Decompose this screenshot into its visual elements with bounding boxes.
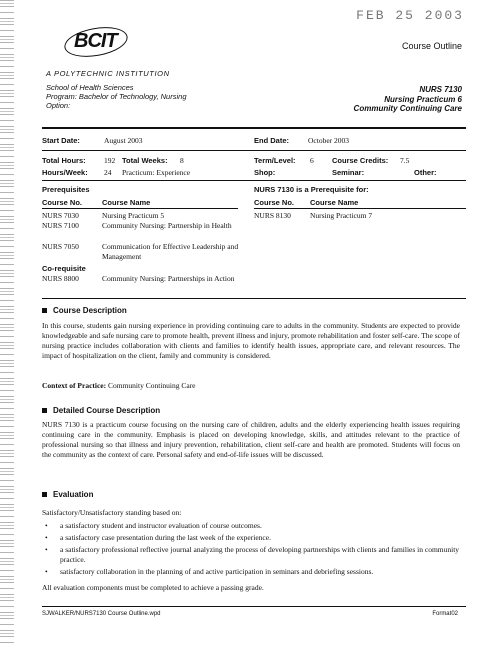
prereq-row-3-no: NURS 7050 (42, 242, 79, 251)
total-hours-value: 192 (104, 156, 116, 165)
start-date-label: Start Date: (42, 136, 80, 145)
footer-format: Format02 (432, 611, 458, 617)
course-code: NURS 7130 (419, 85, 462, 94)
hours-week-value: 24 (104, 168, 112, 177)
prereq-row-2-no: NURS 7100 (42, 221, 79, 230)
doc-type-label: Course Outline (401, 41, 462, 51)
section-square-icon (42, 408, 47, 413)
prereq-row-1-no: NURS 7030 (42, 211, 79, 220)
total-weeks-value: 8 (180, 156, 184, 165)
prereq-col-name: Course Name (102, 198, 151, 207)
evaluation-bullet-4-text: satisfactory collaboration in the planning of and active participation in seminars and debriefing sessions. (60, 567, 374, 576)
prereq-for-rule (254, 208, 466, 209)
tagline: A POLYTECHNIC INSTITUTION (46, 69, 170, 78)
prereq-for-row-name: Nursing Practicum 7 (310, 211, 373, 220)
detailed-description-text: NURS 7130 is a practicum course focusing on the nursing care of children, adults and the elderly experiencing health issues requiring continuing care in the community. Emphasis is placed on developing knowledge, skills, and attitudes relevant to the practice of professional nursing so that illness and injury prevention, rehabilitation, client self-care and health are promoted. Students will focus on the community as the context of care. Personal safety and end-of-life issues will be discussed. (42, 420, 460, 459)
course-title: Nursing Practicum 6 (384, 94, 462, 104)
course-description-heading (42, 306, 127, 315)
evaluation-heading-text: Evaluation (53, 490, 94, 499)
evaluation-closing: All evaluation components must be completed to achieve a passing grade. (42, 583, 264, 592)
course-description-heading-text: Course Description (53, 306, 127, 315)
prereq-for-row-no: NURS 8130 (254, 211, 291, 220)
credits-value: 7.5 (400, 156, 410, 165)
end-date-value: October 2003 (308, 136, 350, 145)
course-subtitle: Community Continuing Care (353, 104, 462, 113)
prereq-col-no: Course No. (42, 198, 83, 207)
evaluation-bullet-1 (45, 521, 460, 531)
scan-edge-noise (0, 0, 14, 647)
total-weeks-label: Total Weeks: (122, 156, 168, 165)
total-hours-label: Total Hours: (42, 156, 86, 165)
detailed-description-heading (42, 406, 160, 415)
context-label: Context of Practice: (42, 381, 107, 390)
logo-wordmark: BCIT (74, 30, 117, 52)
end-date-label: End Date: (254, 136, 290, 145)
detailed-description-heading-text: Detailed Course Description (53, 406, 161, 415)
divider-footer (42, 606, 466, 607)
divider-hours (42, 180, 466, 181)
hours-week-desc: Practicum: Experience (122, 168, 191, 177)
divider-dates (42, 150, 466, 151)
evaluation-bullet-1-text: a satisfactory student and instructor evaluation of course outcomes. (60, 521, 262, 530)
prereq-for-col-name: Course Name (310, 198, 359, 207)
credits-label: Course Credits: (332, 156, 389, 165)
shop-label: Shop: (254, 168, 276, 177)
other-label: Other: (414, 168, 437, 177)
context-value: Community Continuing Care (108, 381, 196, 390)
bullet-icon: • (45, 533, 48, 542)
evaluation-intro: Satisfactory/Unsatisfactory standing based on: (42, 508, 182, 517)
evaluation-bullet-4 (45, 567, 460, 577)
school-name: School of Health Sciences (46, 83, 134, 92)
seminar-label: Seminar: (332, 168, 365, 177)
term-value: 6 (310, 156, 314, 165)
bullet-icon: • (45, 567, 48, 576)
prereq-row-1-name: Nursing Practicum 5 (102, 211, 165, 220)
evaluation-bullet-2-text: a satisfactory case presentation during the last week of the experience. (60, 533, 271, 542)
bcit-logo (58, 22, 134, 68)
start-date-value: August 2003 (104, 136, 143, 145)
prereq-for-heading: NURS 7130 is a Prerequisite for: (254, 185, 369, 194)
footer-filename: SJWALKER/NURS7130 Course Outline.wpd (42, 611, 161, 617)
bullet-icon: • (45, 521, 48, 530)
evaluation-heading (42, 490, 93, 499)
evaluation-bullet-3 (45, 545, 460, 564)
section-square-icon (42, 308, 47, 313)
bullet-icon: • (45, 545, 48, 554)
evaluation-bullet-3-text: a satisfactory professional reflective journal analyzing the process of developing partnerships with clients and families in community practice. (60, 545, 460, 564)
section-square-icon (42, 492, 47, 497)
prereq-row-3-name: Communication for Effective Leadership and Management (102, 242, 239, 261)
coreq-heading: Co-requisite (42, 264, 86, 273)
divider-prereq (42, 298, 466, 299)
evaluation-bullet-2 (45, 533, 460, 543)
prereq-heading: Prerequisites (42, 185, 90, 194)
option-label: Option: (46, 101, 71, 110)
term-label: Term/Level: (254, 156, 296, 165)
course-description-text: In this course, students gain nursing experience in providing continuing care to adults in the community. Students are expected to provide knowledgeable and safe nursing care to promote health, prevent illness and injury, promote rehabilitation and foster self-care. The scope of nursing practice includes collaboration with clients and families to identify health issues, appropriate care, and relevant resources. The impact of hospitalization on the client, family and community is considered. (42, 321, 460, 360)
received-stamp: FEB 25 2003 (356, 8, 464, 23)
course-heading (354, 85, 462, 114)
prereq-row-2-name: Community Nursing: Partnership in Health (102, 221, 232, 230)
prereq-rule (42, 208, 238, 209)
program-name: Program: Bachelor of Technology, Nursing (46, 92, 187, 101)
context-of-practice (42, 381, 196, 390)
divider-top (42, 127, 466, 129)
prereq-for-col-no: Course No. (254, 198, 295, 207)
coreq-name: Community Nursing: Partnerships in Action (102, 274, 235, 283)
program-block (46, 83, 187, 110)
coreq-no: NURS 8800 (42, 274, 79, 283)
hours-week-label: Hours/Week: (42, 168, 88, 177)
